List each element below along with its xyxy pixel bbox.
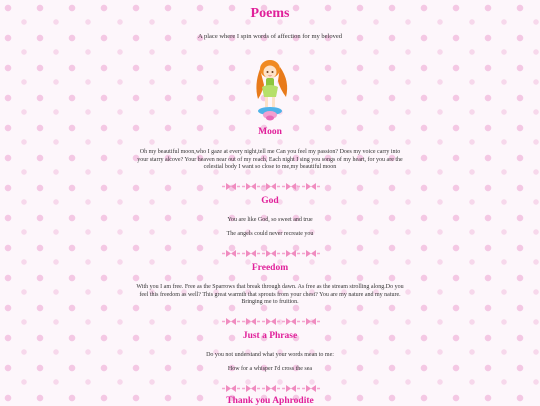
- freedom-poem-text: With you I am free. Free as the Sparrows that break through dawn. As free as the stream strolling along.Do you feel this freedom as well? This great warmth that sprouts from your chest? You are my nature and my nature. Bringing me to fruition.: [136, 284, 404, 305]
- section-title-just-a-phrase: Just a Phrase: [242, 331, 298, 341]
- section-title-moon: Moon: [258, 127, 282, 137]
- pink-bow-divider: [222, 313, 320, 322]
- phrase-poem-line-2: How for a whisper I'd cross the sea: [227, 366, 313, 372]
- pink-bow-divider: [222, 178, 320, 187]
- fairy-girl-illustration: [246, 55, 296, 121]
- section-title-thank-you-aphrodite: Thank you Aphrodite: [226, 396, 314, 406]
- section-title-god: God: [261, 196, 279, 206]
- pink-bow-divider: [222, 380, 320, 389]
- moon-poem-text: Oh my beautiful moon,who I gaze at every night,tell me Can you feel my passion? Does my voice carry into your starry alcove? Your heaven near out of my reach, Each night I sing you songs of my heart, for you are the celestial body I want so close to me,my beautiful moon: [137, 149, 403, 170]
- site-tagline: A place where I spin words of affection for my beloved: [198, 33, 342, 40]
- god-poem-line-1: You are like God, so sweet and true: [227, 217, 313, 223]
- pink-bow-divider: [222, 245, 320, 254]
- phrase-poem-line-1: Do you not understand what your words mean to me:: [206, 352, 334, 358]
- section-title-freedom: Freedom: [251, 263, 289, 273]
- god-poem-line-2: The angels could never recreate you: [226, 231, 314, 237]
- site-title: Poems: [250, 6, 290, 21]
